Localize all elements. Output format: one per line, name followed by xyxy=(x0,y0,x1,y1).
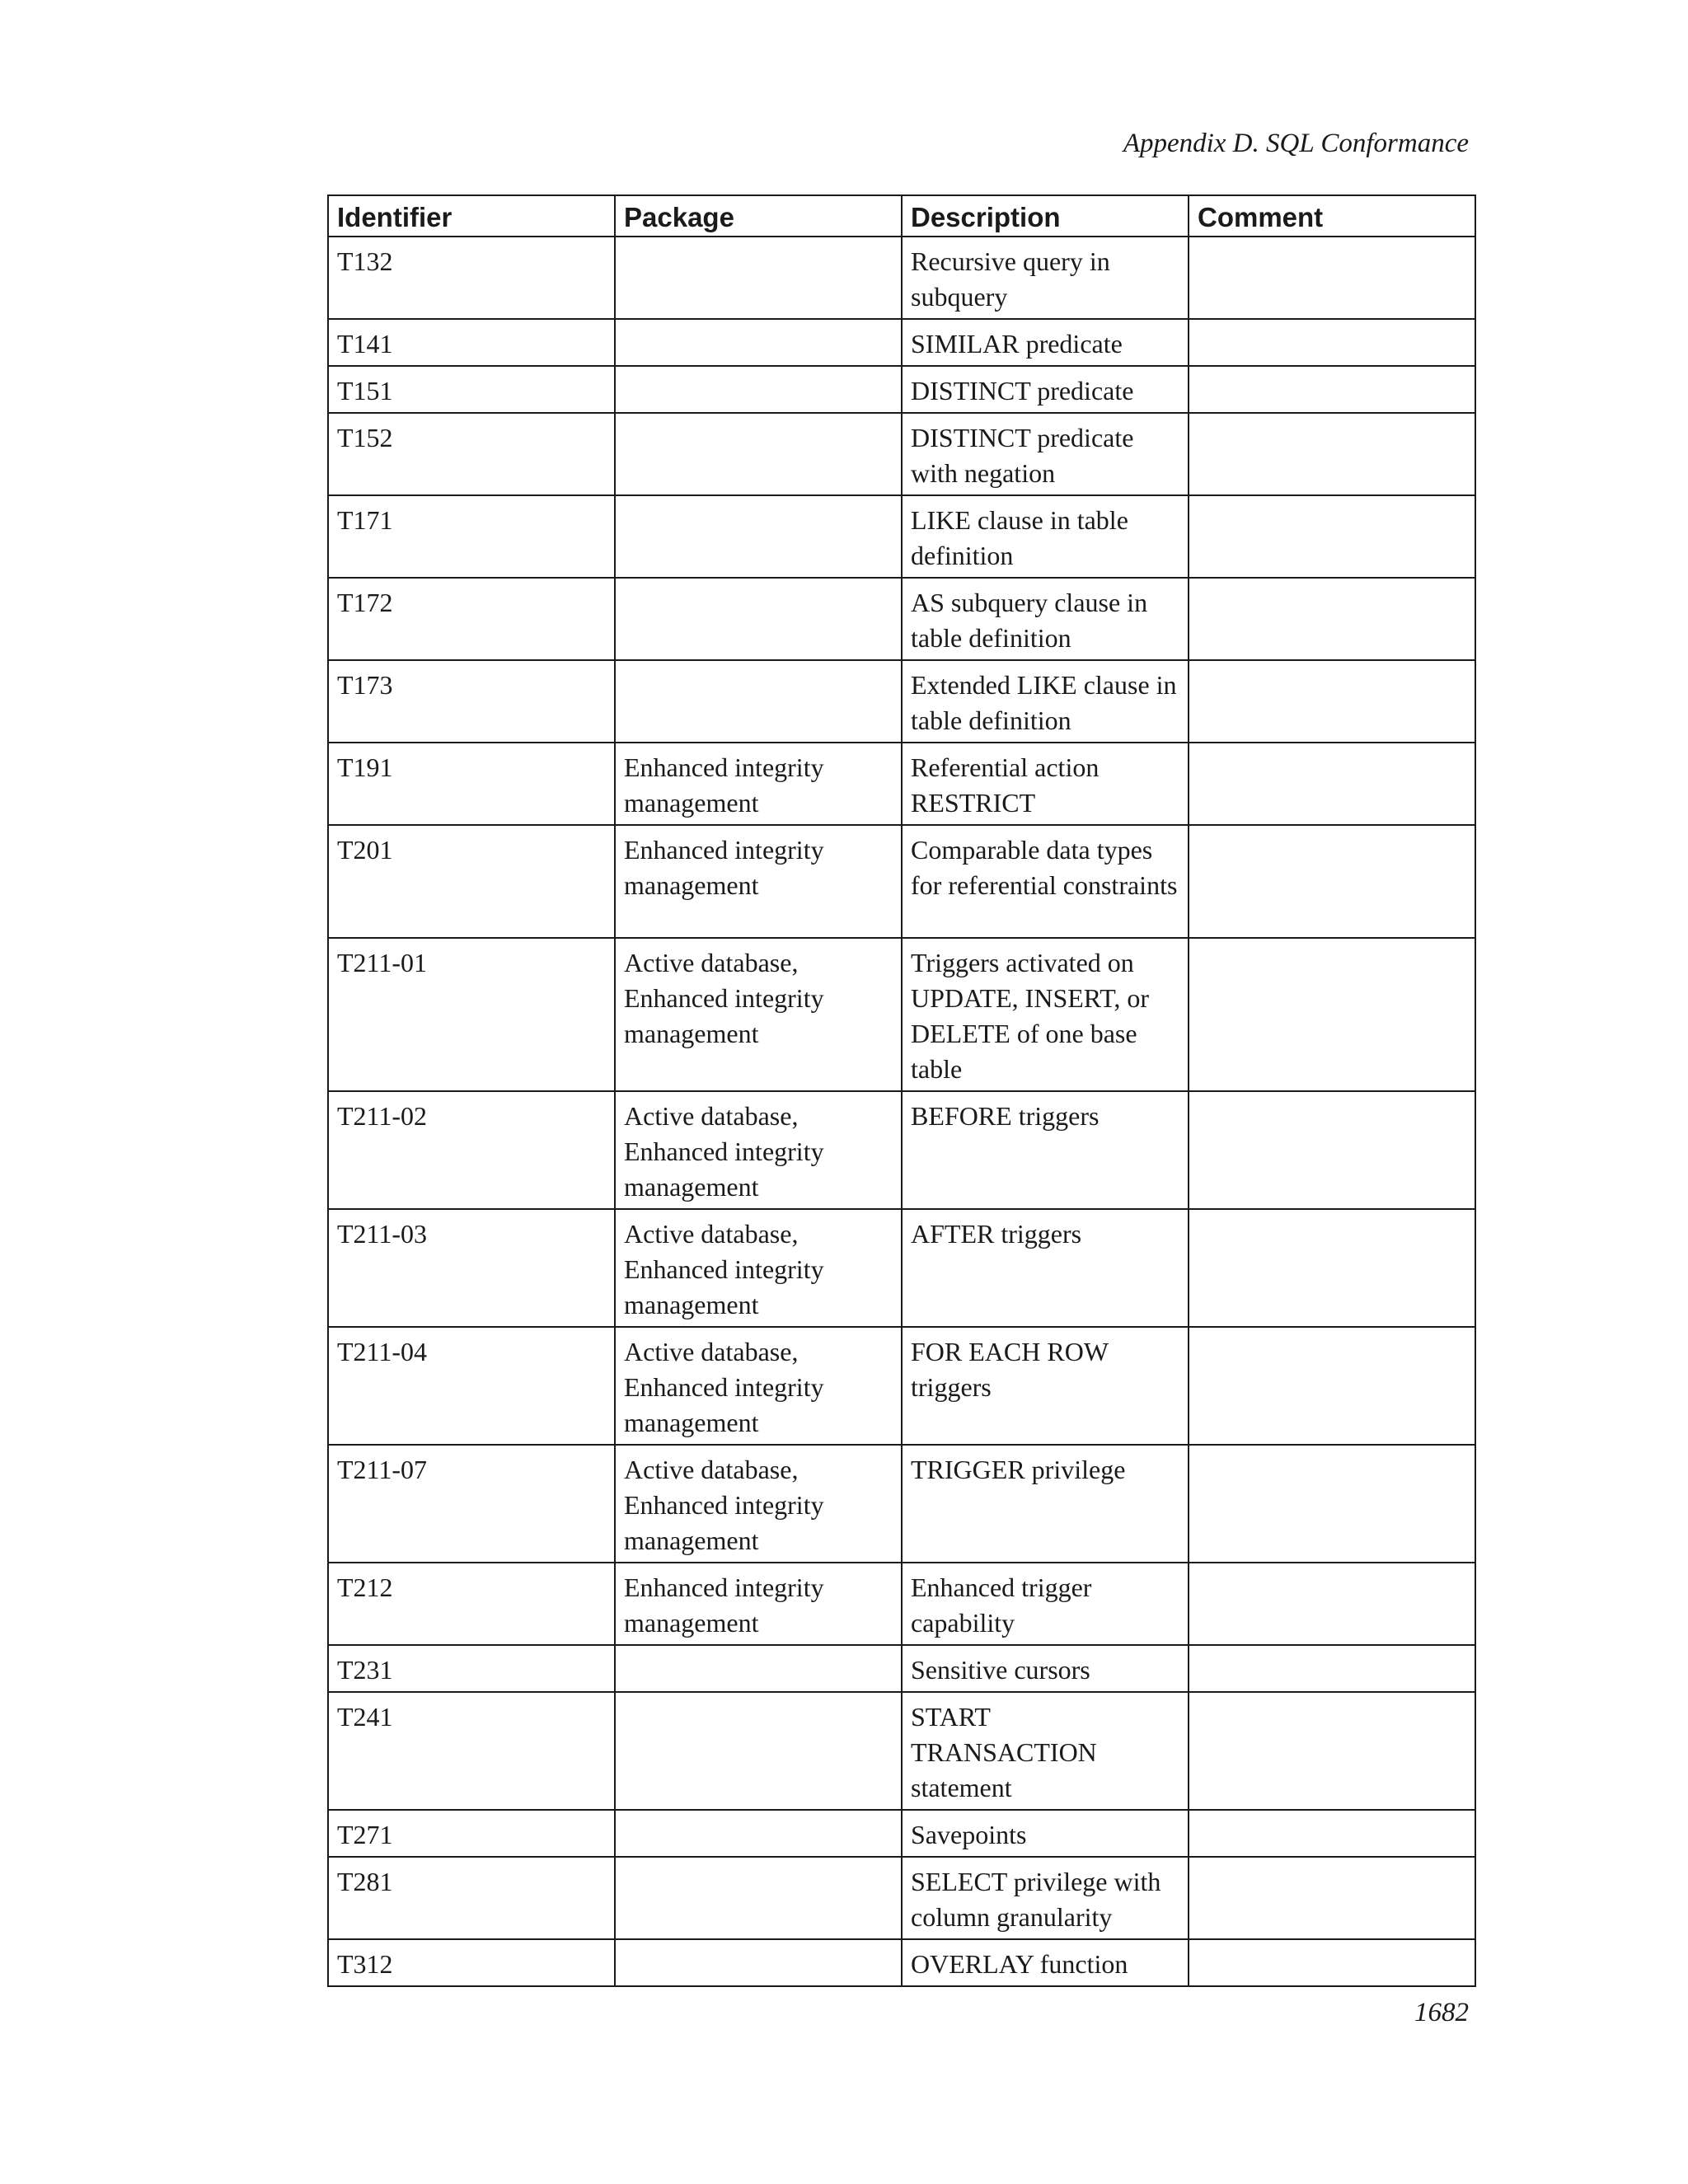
cell-identifier: T211-01 xyxy=(328,938,615,1091)
cell-identifier: T241 xyxy=(328,1692,615,1810)
cell-package xyxy=(615,495,902,578)
cell-description: Extended LIKE clause in table definition xyxy=(902,660,1189,743)
cell-package: Active database, Enhanced integrity management xyxy=(615,1091,902,1209)
cell-comment xyxy=(1189,237,1475,319)
cell-package xyxy=(615,366,902,413)
cell-comment xyxy=(1189,1563,1475,1645)
cell-identifier: T231 xyxy=(328,1645,615,1692)
table-row xyxy=(328,413,1475,495)
cell-comment xyxy=(1189,1091,1475,1209)
cell-package: Enhanced integrity management xyxy=(615,825,902,938)
cell-description: Triggers activated on UPDATE, INSERT, or DELETE of one base table xyxy=(902,938,1189,1091)
cell-description: SELECT privilege with column granularity xyxy=(902,1857,1189,1939)
cell-comment xyxy=(1189,660,1475,743)
table-row xyxy=(328,1692,1475,1810)
cell-comment xyxy=(1189,319,1475,366)
cell-package xyxy=(615,1857,902,1939)
column-header-package: Package xyxy=(615,195,902,237)
sql-conformance-table xyxy=(327,194,1476,1987)
cell-identifier: T132 xyxy=(328,237,615,319)
cell-identifier: T281 xyxy=(328,1857,615,1939)
page-number: 1682 xyxy=(1414,1998,1469,2027)
cell-comment xyxy=(1189,1209,1475,1327)
cell-package xyxy=(615,1645,902,1692)
cell-comment xyxy=(1189,1645,1475,1692)
cell-description: Comparable data types for referential constraints xyxy=(902,825,1189,938)
table-row xyxy=(328,743,1475,825)
cell-package: Active database, Enhanced integrity management xyxy=(615,1209,902,1327)
table-row xyxy=(328,1327,1475,1445)
cell-description: TRIGGER privilege xyxy=(902,1445,1189,1563)
cell-identifier: T271 xyxy=(328,1810,615,1857)
cell-identifier: T211-02 xyxy=(328,1091,615,1209)
cell-comment xyxy=(1189,1810,1475,1857)
column-header-description: Description xyxy=(902,195,1189,237)
cell-description: FOR EACH ROW triggers xyxy=(902,1327,1189,1445)
table-row xyxy=(328,1563,1475,1645)
cell-package xyxy=(615,660,902,743)
cell-identifier: T211-07 xyxy=(328,1445,615,1563)
cell-comment xyxy=(1189,1327,1475,1445)
cell-package: Enhanced integrity management xyxy=(615,1563,902,1645)
cell-identifier: T211-04 xyxy=(328,1327,615,1445)
table-row xyxy=(328,495,1475,578)
cell-comment xyxy=(1189,413,1475,495)
cell-description: Savepoints xyxy=(902,1810,1189,1857)
cell-package xyxy=(615,1810,902,1857)
cell-description: Enhanced trigger capability xyxy=(902,1563,1189,1645)
cell-comment xyxy=(1189,1445,1475,1563)
cell-identifier: T312 xyxy=(328,1939,615,1986)
table-row xyxy=(328,366,1475,413)
cell-description: AS subquery clause in table definition xyxy=(902,578,1189,660)
cell-identifier: T201 xyxy=(328,825,615,938)
table-row xyxy=(328,1091,1475,1209)
table-row xyxy=(328,825,1475,938)
cell-identifier: T212 xyxy=(328,1563,615,1645)
table-row xyxy=(328,319,1475,366)
cell-identifier: T152 xyxy=(328,413,615,495)
cell-package xyxy=(615,237,902,319)
table-header-row xyxy=(328,195,1475,237)
cell-identifier: T151 xyxy=(328,366,615,413)
cell-package xyxy=(615,1692,902,1810)
cell-comment xyxy=(1189,495,1475,578)
column-header-identifier: Identifier xyxy=(328,195,615,237)
table-row xyxy=(328,1810,1475,1857)
table-row xyxy=(328,578,1475,660)
cell-description: OVERLAY function xyxy=(902,1939,1189,1986)
cell-package: Active database, Enhanced integrity management xyxy=(615,1445,902,1563)
cell-description: SIMILAR predicate xyxy=(902,319,1189,366)
cell-identifier: T173 xyxy=(328,660,615,743)
cell-package: Active database, Enhanced integrity management xyxy=(615,1327,902,1445)
cell-description: AFTER triggers xyxy=(902,1209,1189,1327)
cell-comment xyxy=(1189,938,1475,1091)
table-row xyxy=(328,1209,1475,1327)
table-row xyxy=(328,1445,1475,1563)
table-row xyxy=(328,1645,1475,1692)
cell-comment xyxy=(1189,1857,1475,1939)
cell-identifier: T172 xyxy=(328,578,615,660)
table-row xyxy=(328,1939,1475,1986)
cell-description: BEFORE triggers xyxy=(902,1091,1189,1209)
cell-description: Sensitive cursors xyxy=(902,1645,1189,1692)
cell-description: Referential action RESTRICT xyxy=(902,743,1189,825)
column-header-comment: Comment xyxy=(1189,195,1475,237)
cell-package: Active database, Enhanced integrity management xyxy=(615,938,902,1091)
cell-identifier: T191 xyxy=(328,743,615,825)
running-header: Appendix D. SQL Conformance xyxy=(1123,129,1469,158)
cell-comment xyxy=(1189,366,1475,413)
table-row xyxy=(328,1857,1475,1939)
cell-description: START TRANSACTION statement xyxy=(902,1692,1189,1810)
table-row xyxy=(328,660,1475,743)
cell-identifier: T141 xyxy=(328,319,615,366)
cell-description: Recursive query in subquery xyxy=(902,237,1189,319)
cell-comment xyxy=(1189,578,1475,660)
cell-package xyxy=(615,319,902,366)
cell-comment xyxy=(1189,1692,1475,1810)
cell-package xyxy=(615,1939,902,1986)
cell-package: Enhanced integrity management xyxy=(615,743,902,825)
cell-comment xyxy=(1189,1939,1475,1986)
cell-description: LIKE clause in table definition xyxy=(902,495,1189,578)
cell-package xyxy=(615,578,902,660)
cell-package xyxy=(615,413,902,495)
cell-comment xyxy=(1189,825,1475,938)
cell-identifier: T171 xyxy=(328,495,615,578)
cell-description: DISTINCT predicate xyxy=(902,366,1189,413)
table-row xyxy=(328,938,1475,1091)
cell-identifier: T211-03 xyxy=(328,1209,615,1327)
cell-description: DISTINCT predicate with negation xyxy=(902,413,1189,495)
table-row xyxy=(328,237,1475,319)
cell-comment xyxy=(1189,743,1475,825)
